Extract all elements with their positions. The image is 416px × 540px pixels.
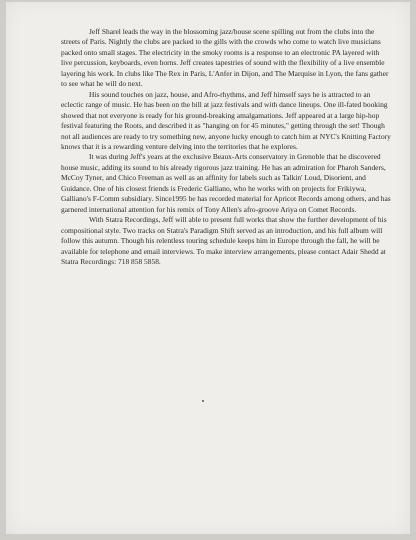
paragraph-3: It was during Jeff's years at the exclusive Beaux-Arts conservatory in Grenoble that he discovered house music, adding its sound to his already rigorous jazz training. He has an admiration for Pharoh Sanders, McCoy Tyner, and Chico Freeman as well as an affinity for labels such as Talkin' Loud, Disorient, and Guidance. One of his closest friends is Frederic Galliano, who he works with on projects for Frikiywa, Galliano's F-Comm subsidiary. Since1995 he has recorded material for Apricot Records among others, and has garnered international attention for his remix of Tony Allen's afro-groove Ariya on Comet Records. (61, 152, 391, 214)
document-body (61, 27, 391, 267)
paragraph-4: With Statra Recordings, Jeff will able to present full works that show the further development of his compositional style. Two tracks on Statra's Paradigm Shift served as an introduction, and his full album will follow this autumn. Though his relentless touring schedule keeps him in Europe through the fall, he will be available for telephone and email interviews. To make interview arrangements, please contact Adair Shedd at Statra Recordings: 718 858 5858. (61, 215, 387, 266)
paragraph-2: His sound touches on jazz, house, and Afro-rhythms, and Jeff himself says he is attracted to an eclectic range of music. He has been on the bill at jazz festivals and with dance lineups. One ill-fated booking showed that not everyone is ready for his ground-breaking amalgamations. Jeff appeared at a large hip-hop festival featuring the Roots, and described it as "hanging on for 45 minutes," getting through the set! Though not all audiences are ready to try something new, anyone lucky enough to catch him at NYC's Knitting Factory knows that it is a rewarding venture delving into the territories that he explores. (61, 89, 391, 151)
ink-speck (202, 400, 204, 402)
paragraph-1: Jeff Sharel leads the way in the blossoming jazz/house scene spilling out from the clubs into the streets of Paris. Nightly the clubs are packed to the gills with the crowds who come to watch live musicians packed onto small stages. The electricity in the smoky rooms is a response to an electronic PA layered with live percussion, keyboards, even horns. Jeff creates tapestries of sound with the flexibility of a live ensemble layering his work. In clubs like The Rex in Paris, L'Anfer in Dijon, and The Marquise in Lyon, the fans gather to see what he will do next. (61, 27, 389, 89)
document-page (6, 2, 410, 534)
